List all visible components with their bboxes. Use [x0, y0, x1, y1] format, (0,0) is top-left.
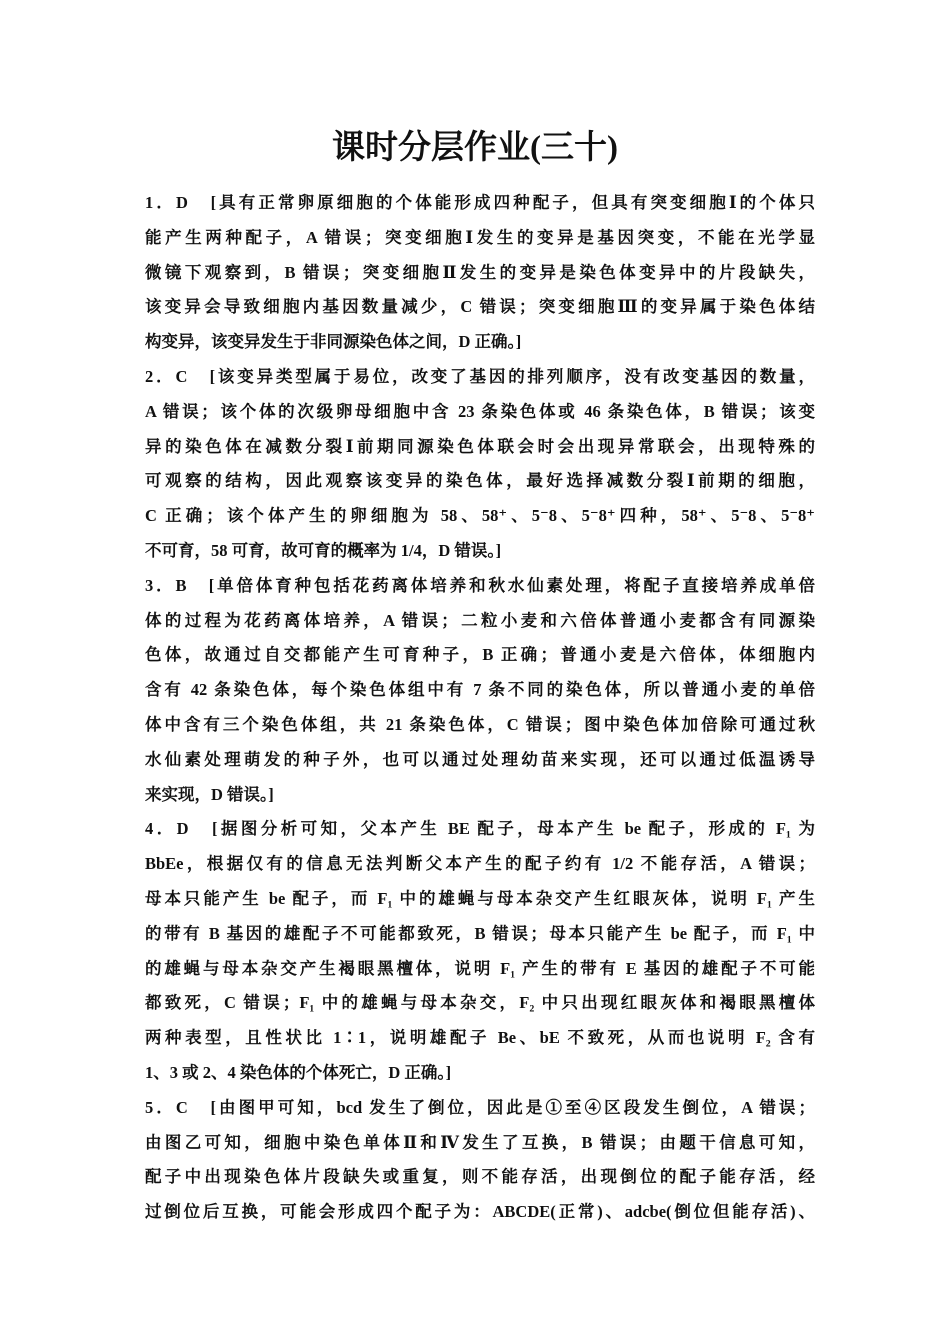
text-line: BbEe，根据仅有的信息无法判断父本产生的配子约有 1/2 不能存活，A 错误； [145, 854, 815, 874]
text-line: C 正确；该个体产生的卵细胞为 58、58⁺、5⁻8、5⁻8⁺四种，58⁺、5⁻8、5⁻8⁺ [145, 506, 815, 526]
answer-item-1 [145, 186, 815, 360]
text-line: 体中含有三个染色体组，共 21 条染色体，C 错误；图中染色体加倍除可通过秋 [145, 714, 815, 734]
text-line: 来实现，D 错误。] [145, 784, 274, 804]
text-line: 不可育，58 可育，故可育的概率为 1/4，D 错误。] [145, 540, 502, 560]
text-line: 都致死，C 错误；F₁ 中的雄蝇与母本杂交，F₂ 中只出现红眼灰体和褐眼黑檀体 [145, 993, 815, 1013]
text-line: 构变异，该变异发生于非同源染色体之间，D 正确。] [145, 332, 522, 352]
text-line: 可观察的结构，因此观察该变异的染色体，最好选择减数分裂Ⅰ前期的细胞， [145, 471, 815, 491]
page-title: 课时分层作业(三十) [332, 130, 618, 166]
text-line: 两种表型，且性状比 1∶1，说明雄配子 Be、bE 不致死，从而也说明 F₂ 含有 [145, 1028, 815, 1048]
text-line: 体的过程为花药离体培养，A 错误；二粒小麦和六倍体普通小麦都含有同源染 [145, 610, 815, 630]
text-line: 过倒位后互换，可能会形成四个配子为：ABCDE(正常)、adcbe(倒位但能存活)、 [145, 1202, 815, 1222]
answer-content [145, 186, 815, 1230]
text-line: 该变异会导致细胞内基因数量减少，C 错误；突变细胞Ⅲ的变异属于染色体结 [145, 297, 815, 317]
text-line: A 错误；该个体的次级卵母细胞中含 23 条染色体或 46 条染色体，B 错误；该变 [145, 401, 815, 421]
text-line: 配子中出现染色体片段缺失或重复，则不能存活，出现倒位的配子能存活，经 [145, 1167, 815, 1187]
text-line: 的带有 B 基因的雄配子不可能都致死，B 错误；母本只能产生 be 配子，而 F₁ 中 [145, 923, 815, 943]
text-line: 2．C [该变异类型属于易位，改变了基因的排列顺序，没有改变基因的数量， [145, 366, 815, 386]
text-line: 3．B [单倍体育种包括花药离体培养和秋水仙素处理，将配子直接培养成单倍 [145, 575, 815, 595]
text-line: 1．D [具有正常卵原细胞的个体能形成四种配子，但具有突变细胞Ⅰ的个体只 [145, 193, 815, 212]
text-line: 4．D [据图分析可知，父本产生 BE 配子，母本产生 be 配子，形成的 F₁ 为 [145, 819, 815, 839]
text-line: 色体，故通过自交都能产生可育种子，B 正确；普通小麦是六倍体，体细胞内 [145, 645, 815, 665]
answer-item-2 [145, 360, 815, 569]
answer-item-3 [145, 569, 815, 813]
answer-item-5 [145, 1091, 815, 1230]
text-line: 的雄蝇与母本杂交产生褐眼黑檀体，说明 F₁ 产生的带有 E 基因的雄配子不可能 [145, 958, 815, 978]
text-line: 5．C [由图甲可知，bcd 发生了倒位，因此是①至④区段发生倒位，A 错误； [145, 1097, 815, 1117]
text-line: 含有 42 条染色体，每个染色体组中有 7 条不同的染色体，所以普通小麦的单倍 [145, 680, 815, 700]
text-line: 由图乙可知，细胞中染色单体Ⅱ和Ⅳ发生了互换，B 错误；由题干信息可知， [145, 1132, 815, 1152]
text-line: 1、3 或 2、4 染色体的个体死亡，D 正确。] [145, 1062, 452, 1082]
text-line: 能产生两种配子，A 错误；突变细胞Ⅰ发生的变异是基因突变，不能在光学显 [145, 227, 815, 247]
text-line: 微镜下观察到，B 错误；突变细胞Ⅱ发生的变异是染色体变异中的片段缺失， [145, 262, 815, 282]
text-line: 母本只能产生 be 配子，而 F₁ 中的雄蝇与母本杂交产生红眼灰体，说明 F₁ 产生 [145, 888, 815, 908]
answer-item-4 [145, 812, 815, 1090]
text-line: 水仙素处理萌发的种子外，也可以通过处理幼苗来实现，还可以通过低温诱导 [145, 749, 815, 769]
text-line: 异的染色体在减数分裂Ⅰ前期同源染色体联会时会出现异常联会，出现特殊的 [145, 436, 815, 456]
